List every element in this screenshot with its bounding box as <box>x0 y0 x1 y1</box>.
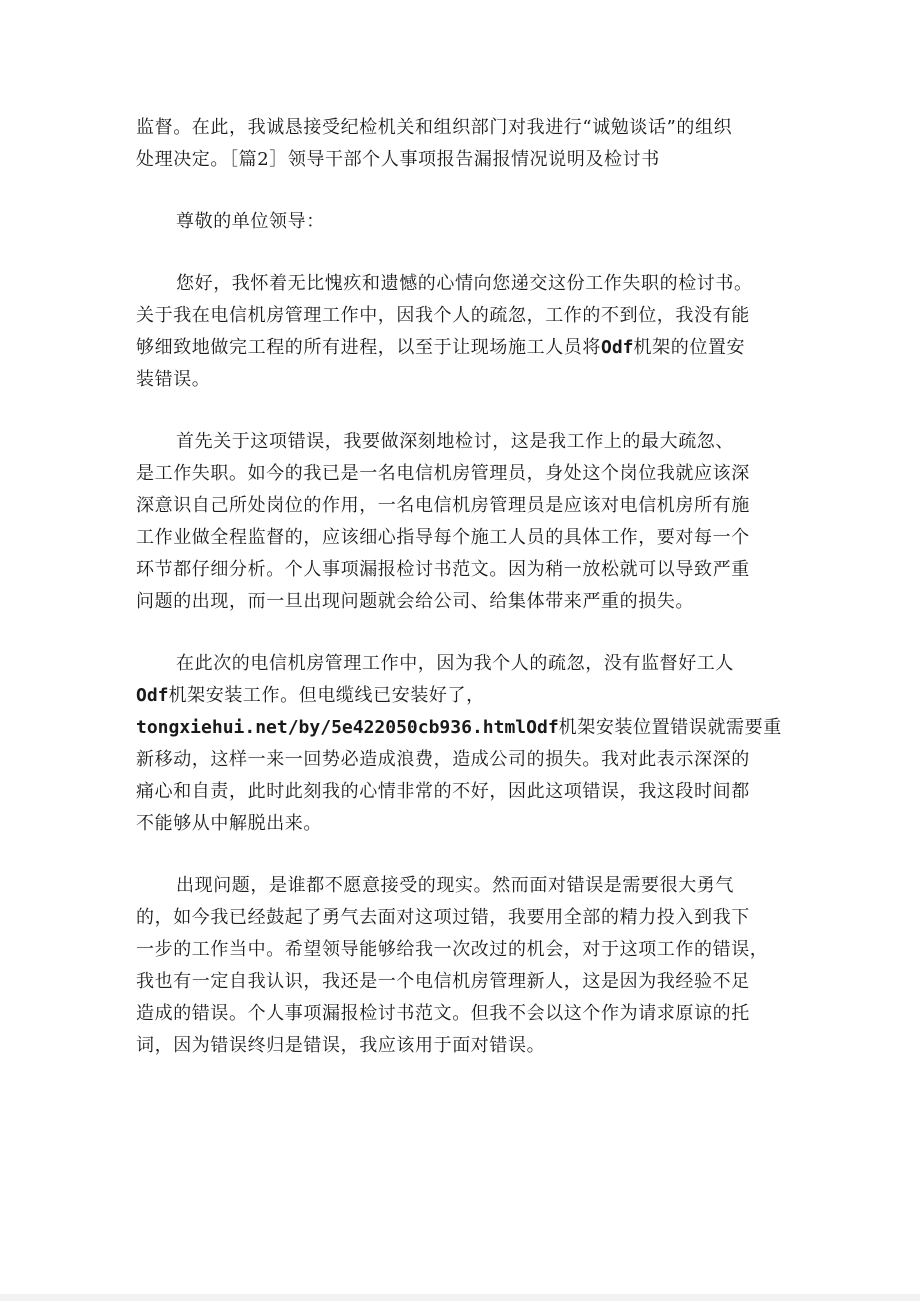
code-odf: Odf <box>526 717 559 738</box>
paragraph-first <box>136 426 791 618</box>
text-segment: 机架安装工作。但电缆线已安装好了， <box>168 685 485 706</box>
paragraph-incident <box>136 648 791 840</box>
text-line: 深意识自己所处岗位的作用，一名电信机房管理员是应该对电信机房所有施 <box>136 495 750 516</box>
page-bottom-edge <box>0 1294 920 1301</box>
text-line: 首先关于这项错误，我要做深刻地检讨，这是我工作上的最大疏忽、 <box>176 431 734 452</box>
source-url: tongxiehui.net/by/5e422050cb936.html <box>136 717 527 738</box>
paragraph-resolve <box>136 870 791 1062</box>
text-line: 关于我在电信机房管理工作中，因我个人的疏忽，工作的不到位，我没有能 <box>136 305 750 326</box>
text-line <box>136 712 791 744</box>
paragraph-salutation <box>136 206 791 238</box>
text-line: 装错误。 <box>136 369 211 390</box>
paragraph-greeting <box>136 268 791 396</box>
text-line: 不能够从中解脱出来。 <box>136 813 322 834</box>
text-line: 处理决定。［篇2］领导干部个人事项报告漏报情况说明及检讨书 <box>136 149 660 170</box>
text-line: 痛心和自责，此时此刻我的心情非常的不好，因此这项错误，我这段时间都 <box>136 781 750 802</box>
text-line <box>136 332 791 364</box>
text-line: 监督。在此，我诚恳接受纪检机关和组织部门对我进行“诚勉谈话”的组织 <box>136 117 733 138</box>
text-line: 问题的出现，而一旦出现问题就会给公司、给集体带来严重的损失。 <box>136 591 694 612</box>
paragraph-continuation <box>136 112 791 176</box>
document-body <box>136 112 791 1062</box>
text-segment: 够细致地做完工程的所有进程，以至于让现场施工人员将 <box>136 337 601 358</box>
text-line: 一步的工作当中。希望领导能够给我一次改过的机会，对于这项工作的错误， <box>136 939 769 960</box>
text-segment: 机架安装位置错误就需要重 <box>558 717 782 738</box>
text-line: 在此次的电信机房管理工作中，因为我个人的疏忽，没有监督好工人 <box>176 653 734 674</box>
salutation: 尊敬的单位领导： <box>176 211 325 232</box>
text-line: 您好，我怀着无比愧疚和遗憾的心情向您递交这份工作失职的检讨书。 <box>176 273 753 294</box>
text-line: 工作业做全程监督的，应该细心指导每个施工人员的具体工作，要对每一个 <box>136 527 750 548</box>
text-line: 新移动，这样一来一回势必造成浪费，造成公司的损失。我对此表示深深的 <box>136 749 750 770</box>
text-segment: 机架的位置安 <box>633 337 746 358</box>
text-line: 的，如今我已经鼓起了勇气去面对这项过错，我要用全部的精力投入到我下 <box>136 907 750 928</box>
text-line: 词，因为错误终归是错误，我应该用于面对错误。 <box>136 1035 546 1056</box>
text-line: 造成的错误。个人事项漏报检讨书范文。但我不会以这个作为请求原谅的托 <box>136 1003 750 1024</box>
code-odf: Odf <box>136 685 169 706</box>
text-line <box>136 680 791 712</box>
code-odf: Odf <box>601 337 634 358</box>
text-line: 出现问题，是谁都不愿意接受的现实。然而面对错误是需要很大勇气 <box>176 875 734 896</box>
text-line: 我也有一定自我认识，我还是一个电信机房管理新人，这是因为我经验不足 <box>136 971 750 992</box>
text-line: 环节都仔细分析。个人事项漏报检讨书范文。因为稍一放松就可以导致严重 <box>136 559 750 580</box>
text-line: 是工作失职。如今的我已是一名电信机房管理员，身处这个岗位我就应该深 <box>136 463 750 484</box>
